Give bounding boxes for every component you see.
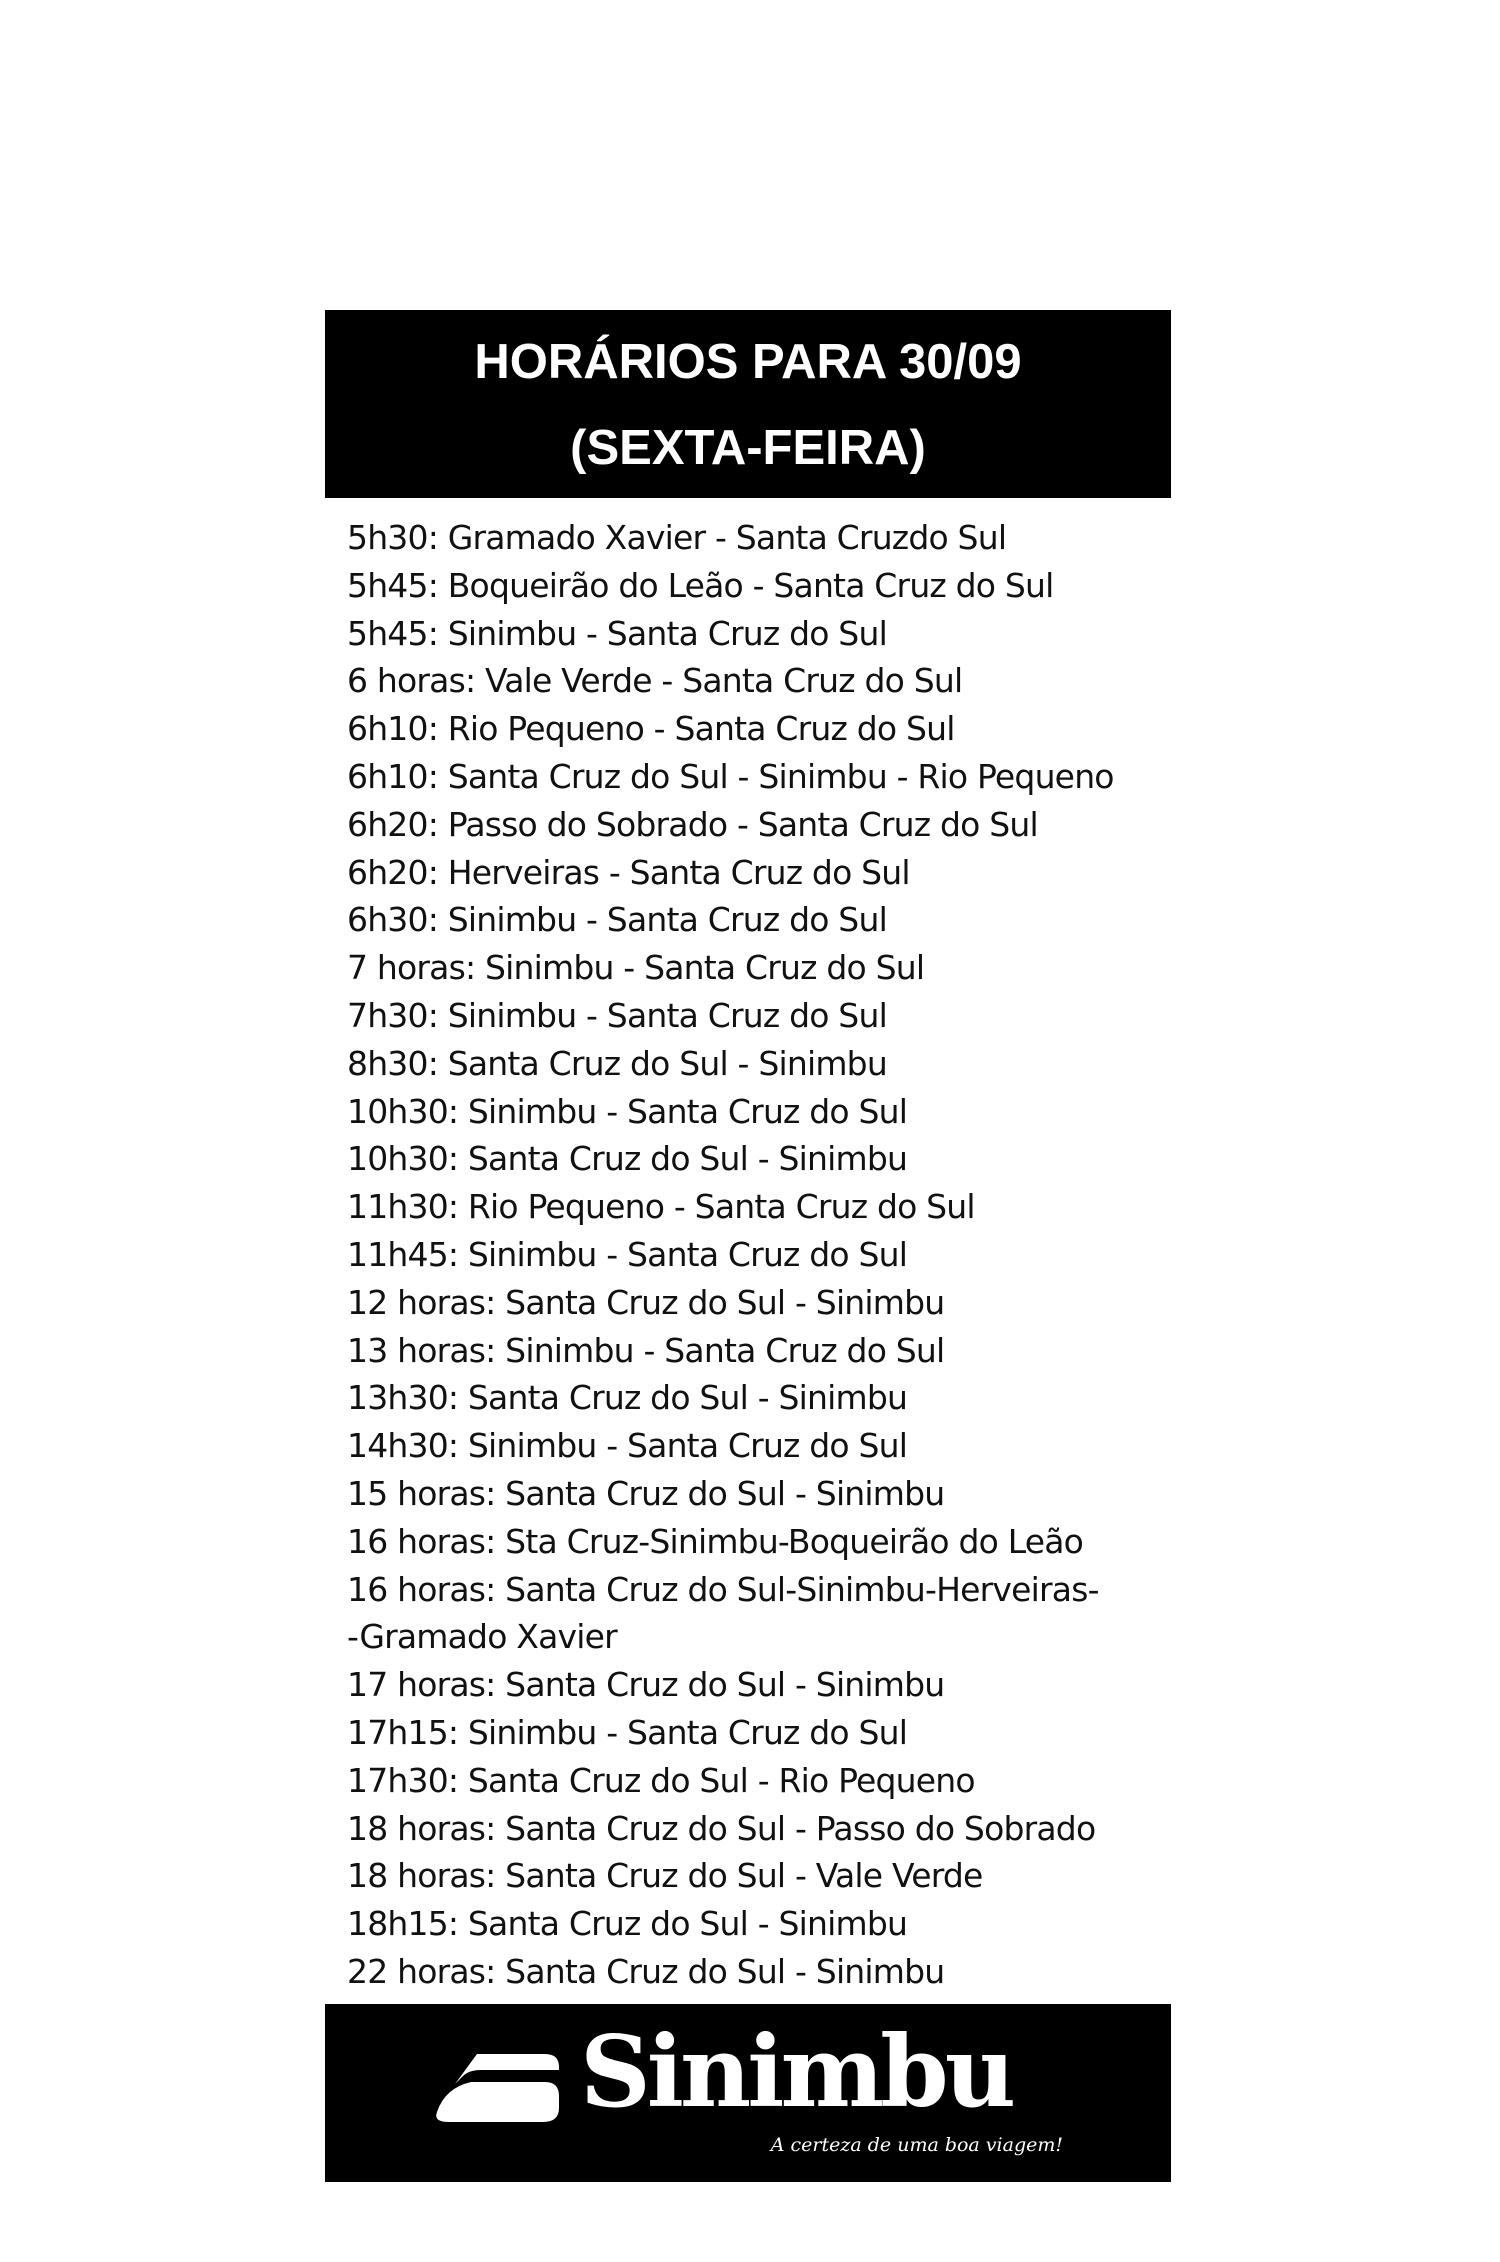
schedule-item: 6h10: Santa Cruz do Sul - Sinimbu - Rio Pequeno: [347, 756, 1114, 796]
swoosh-logo-icon: [435, 2050, 559, 2126]
schedule-item: 22 horas: Santa Cruz do Sul - Sinimbu: [347, 1951, 945, 1991]
schedule-item: 12 horas: Santa Cruz do Sul - Sinimbu: [347, 1282, 945, 1322]
schedule-list: [347, 514, 1167, 1996]
page-title: HORÁRIOS PARA 30/09: [474, 335, 1022, 389]
schedule-item: -Gramado Xavier: [347, 1617, 617, 1657]
schedule-item: 6h10: Rio Pequeno - Santa Cruz do Sul: [347, 709, 955, 749]
schedule-item: 6h20: Herveiras - Santa Cruz do Sul: [347, 852, 910, 892]
schedule-item: 18 horas: Santa Cruz do Sul - Passo do Sobrado: [347, 1808, 1096, 1848]
schedule-item: 5h30: Gramado Xavier - Santa Cruzdo Sul: [347, 518, 1007, 557]
schedule-item: 16 horas: Sta Cruz-Sinimbu-Boqueirão do Leão: [347, 1521, 1084, 1561]
schedule-item: 10h30: Santa Cruz do Sul - Sinimbu: [347, 1139, 908, 1179]
schedule-item: 14h30: Sinimbu - Santa Cruz do Sul: [347, 1426, 908, 1466]
brand-tagline: A certeza de uma boa viagem!: [770, 2134, 1063, 2156]
schedule-item: 6h30: Sinimbu - Santa Cruz do Sul: [347, 900, 887, 940]
schedule-item: 17h15: Sinimbu - Santa Cruz do Sul: [347, 1712, 908, 1752]
schedule-item: 13h30: Santa Cruz do Sul - Sinimbu: [347, 1378, 908, 1418]
schedule-item: 11h45: Sinimbu - Santa Cruz do Sul: [347, 1234, 908, 1274]
schedule-item: 17h30: Santa Cruz do Sul - Rio Pequeno: [347, 1760, 975, 1800]
schedule-item: 11h30: Rio Pequeno - Santa Cruz do Sul: [347, 1187, 975, 1227]
schedule-item: 5h45: Sinimbu - Santa Cruz do Sul: [347, 613, 887, 653]
schedule-item: 7 horas: Sinimbu - Santa Cruz do Sul: [347, 948, 925, 988]
schedule-item: 13 horas: Sinimbu - Santa Cruz do Sul: [347, 1330, 945, 1370]
schedule-item: 18 horas: Santa Cruz do Sul - Vale Verde: [347, 1856, 983, 1896]
schedule-item: 8h30: Santa Cruz do Sul - Sinimbu: [347, 1043, 887, 1083]
brand-logo-text: Sinimbu: [580, 2015, 1012, 2130]
schedule-item: 5h45: Boqueirão do Leão - Santa Cruz do Sul: [347, 565, 1054, 605]
schedule-item: 6h20: Passo do Sobrado - Santa Cruz do Sul: [347, 804, 1038, 844]
schedule-item: 10h30: Sinimbu - Santa Cruz do Sul: [347, 1091, 908, 1131]
page-subtitle: (SEXTA-FEIRA): [570, 421, 926, 475]
schedule-item: 7h30: Sinimbu - Santa Cruz do Sul: [347, 995, 887, 1035]
schedule-item: 17 horas: Santa Cruz do Sul - Sinimbu: [347, 1665, 945, 1705]
schedule-item: 18h15: Santa Cruz do Sul - Sinimbu: [347, 1904, 908, 1944]
brand-footer: [325, 2004, 1171, 2182]
schedule-item: 15 horas: Santa Cruz do Sul - Sinimbu: [347, 1473, 945, 1513]
schedule-item: 6 horas: Vale Verde - Santa Cruz do Sul: [347, 661, 963, 701]
title-banner: [325, 310, 1171, 498]
schedule-item: 16 horas: Santa Cruz do Sul-Sinimbu-Herveiras-: [347, 1569, 1099, 1609]
